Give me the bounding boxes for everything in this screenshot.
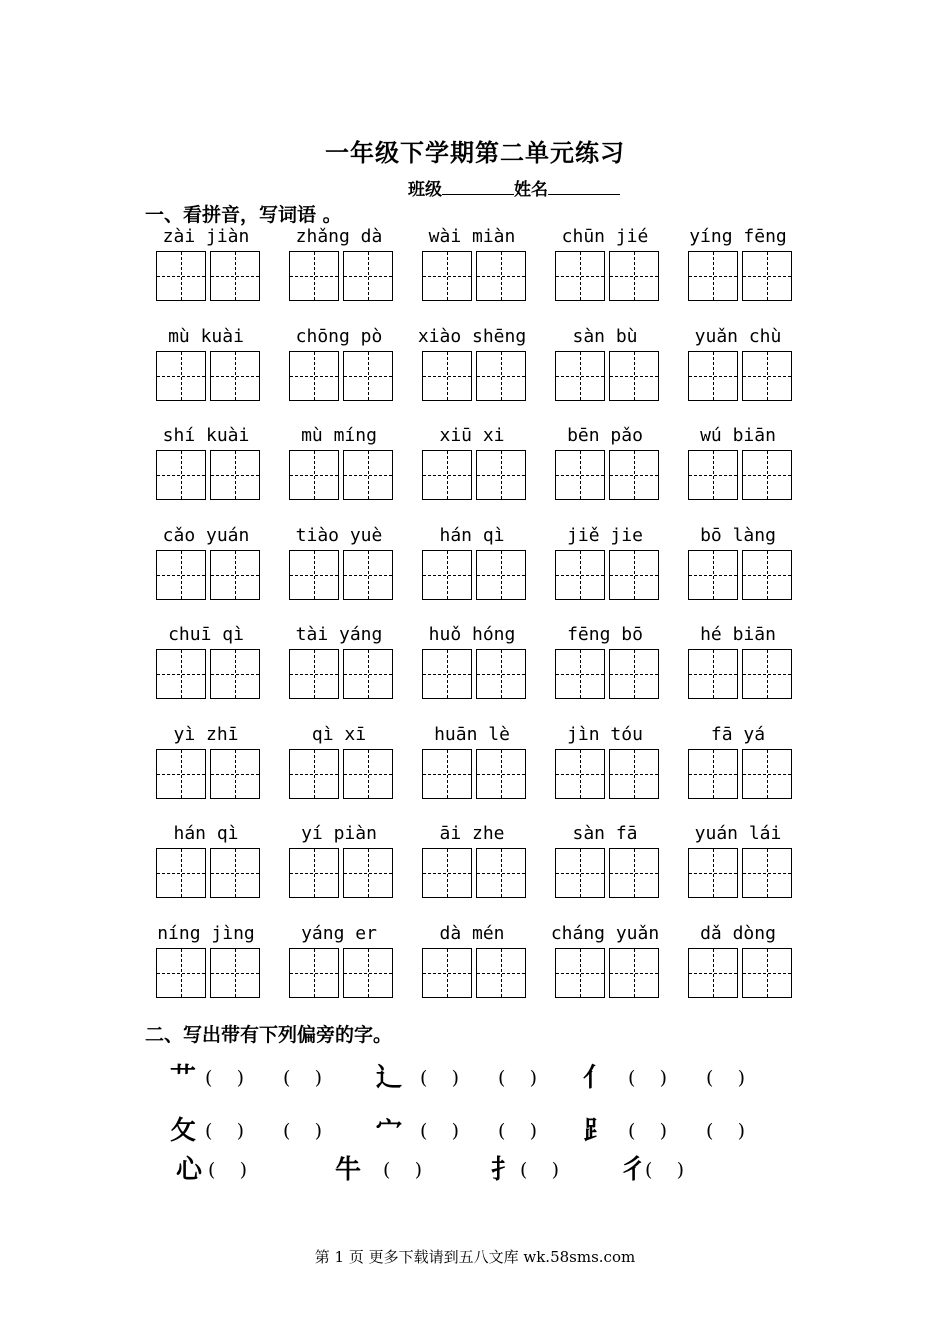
pinyin-label: tài yáng: [295, 624, 383, 645]
radical-row: [0, 1058, 950, 1098]
writing-box[interactable]: [609, 450, 659, 500]
word-item: [416, 622, 528, 702]
writing-box[interactable]: [609, 649, 659, 699]
answer-parentheses[interactable]: ( ): [205, 1120, 244, 1142]
writing-box[interactable]: [555, 450, 605, 500]
writing-box[interactable]: [555, 550, 605, 600]
pinyin-label: fēng bō: [567, 624, 643, 645]
word-item: [549, 821, 661, 901]
writing-box[interactable]: [476, 351, 526, 401]
radical-glyph: 扌: [491, 1155, 518, 1185]
writing-box[interactable]: [210, 649, 260, 699]
word-item: [150, 622, 262, 702]
word-item: [416, 821, 528, 901]
word-item: [416, 423, 528, 503]
writing-box[interactable]: [422, 848, 472, 898]
pinyin-label: jiě jie: [567, 524, 643, 546]
writing-box[interactable]: [555, 649, 605, 699]
writing-box[interactable]: [688, 550, 738, 600]
pinyin-label: wài miàn: [428, 226, 516, 247]
pinyin-label: āi zhe: [439, 823, 505, 844]
answer-parentheses[interactable]: ( ): [706, 1067, 745, 1089]
word-row: [150, 622, 810, 702]
student-info: [408, 175, 620, 200]
writing-box[interactable]: [210, 351, 260, 401]
writing-box[interactable]: [422, 450, 472, 500]
writing-box[interactable]: [289, 251, 339, 301]
writing-box[interactable]: [609, 251, 659, 301]
writing-box[interactable]: [476, 749, 526, 799]
pinyin-label: yì zhī: [173, 723, 239, 745]
answer-parentheses[interactable]: ( ): [628, 1067, 667, 1089]
writing-box[interactable]: [555, 251, 605, 301]
radical-glyph: 攵: [170, 1116, 197, 1146]
writing-box[interactable]: [422, 550, 472, 600]
word-item: [283, 324, 395, 404]
radical-glyph: 宀: [376, 1116, 403, 1146]
writing-box[interactable]: [156, 450, 206, 500]
answer-parentheses[interactable]: ( ): [205, 1067, 244, 1089]
word-item: [682, 921, 794, 1001]
pinyin-label: xiào shēng: [417, 325, 527, 347]
pinyin-label: sàn bù: [572, 325, 638, 347]
pinyin-label: yuán lái: [694, 823, 782, 844]
word-item: [283, 224, 395, 304]
writing-box[interactable]: [742, 749, 792, 799]
section1-heading: 一、看拼音，写词语 。: [145, 204, 342, 226]
writing-box[interactable]: [476, 948, 526, 998]
writing-box[interactable]: [156, 251, 206, 301]
pinyin-label: mù míng: [301, 425, 377, 446]
writing-box[interactable]: [422, 351, 472, 401]
word-item: [682, 821, 794, 901]
answer-parentheses[interactable]: ( ): [383, 1159, 422, 1181]
section2-heading: 二、写出带有下列偏旁的字。: [145, 1024, 393, 1046]
writing-box[interactable]: [555, 948, 605, 998]
writing-box[interactable]: [289, 351, 339, 401]
word-item: [416, 523, 528, 603]
writing-box[interactable]: [476, 450, 526, 500]
word-item: [549, 622, 661, 702]
pinyin-label: cǎo yuán: [162, 524, 250, 546]
writing-box[interactable]: [609, 848, 659, 898]
answer-parentheses[interactable]: ( ): [498, 1120, 537, 1142]
writing-box[interactable]: [289, 450, 339, 500]
writing-box[interactable]: [742, 948, 792, 998]
pinyin-label: sàn fā: [572, 823, 638, 844]
word-item: [283, 921, 395, 1001]
word-item: [549, 523, 661, 603]
pinyin-label: chūn jié: [561, 226, 649, 247]
writing-box[interactable]: [688, 948, 738, 998]
pinyin-label: wú biān: [700, 425, 776, 446]
word-row: [150, 224, 810, 304]
word-item: [682, 523, 794, 603]
answer-parentheses[interactable]: ( ): [628, 1120, 667, 1142]
writing-box[interactable]: [156, 649, 206, 699]
writing-box[interactable]: [156, 948, 206, 998]
word-item: [682, 224, 794, 304]
writing-box[interactable]: [688, 649, 738, 699]
writing-box[interactable]: [289, 848, 339, 898]
answer-parentheses[interactable]: ( ): [498, 1067, 537, 1089]
writing-box[interactable]: [555, 351, 605, 401]
pinyin-label: bēn pǎo: [567, 425, 643, 446]
pinyin-label: huān lè: [434, 723, 510, 745]
writing-box[interactable]: [422, 251, 472, 301]
answer-parentheses[interactable]: ( ): [706, 1120, 745, 1142]
radical-glyph: 彳: [620, 1155, 647, 1185]
writing-box[interactable]: [210, 550, 260, 600]
radical-glyph: 牛: [335, 1155, 362, 1185]
pinyin-label: cháng yuǎn: [550, 922, 660, 944]
pinyin-label: yuǎn chù: [694, 325, 782, 347]
word-item: [682, 423, 794, 503]
word-item: [283, 523, 395, 603]
page-footer: 第 1 页 更多下载请到五八文库 wk.58sms.com: [314, 1248, 636, 1266]
word-item: [549, 921, 661, 1001]
writing-box[interactable]: [289, 948, 339, 998]
page-title: 一年级下学期第二单元练习: [325, 139, 625, 167]
writing-box[interactable]: [343, 251, 393, 301]
pinyin-label: bō làng: [700, 524, 776, 546]
word-item: [150, 324, 262, 404]
pinyin-label: tiào yuè: [295, 524, 383, 546]
pinyin-label: chōng pò: [295, 325, 383, 347]
writing-box[interactable]: [289, 649, 339, 699]
writing-box[interactable]: [742, 848, 792, 898]
word-item: [150, 523, 262, 603]
word-row: [150, 423, 810, 503]
writing-box[interactable]: [688, 351, 738, 401]
writing-box[interactable]: [742, 251, 792, 301]
writing-box[interactable]: [555, 749, 605, 799]
writing-box[interactable]: [742, 450, 792, 500]
pinyin-label: chuī qì: [168, 624, 244, 645]
radical-glyph: 心: [176, 1155, 203, 1185]
name-label: 姓名: [514, 180, 548, 200]
word-item: [549, 722, 661, 802]
word-row: [150, 821, 810, 901]
writing-box[interactable]: [289, 749, 339, 799]
writing-box[interactable]: [742, 351, 792, 401]
word-item: [682, 324, 794, 404]
writing-box[interactable]: [343, 749, 393, 799]
pinyin-label: zài jiàn: [162, 226, 250, 247]
word-row: [150, 722, 810, 802]
writing-box[interactable]: [343, 550, 393, 600]
writing-box[interactable]: [688, 251, 738, 301]
writing-box[interactable]: [156, 550, 206, 600]
pinyin-label: níng jìng: [157, 922, 255, 944]
answer-parentheses[interactable]: ( ): [208, 1159, 247, 1181]
word-item: [283, 423, 395, 503]
word-item: [150, 423, 262, 503]
pinyin-label: yí piàn: [301, 823, 377, 844]
word-item: [549, 324, 661, 404]
writing-box[interactable]: [210, 948, 260, 998]
word-item: [150, 921, 262, 1001]
pinyin-label: hán qì: [439, 524, 505, 546]
writing-box[interactable]: [210, 450, 260, 500]
class-blank[interactable]: [442, 178, 514, 195]
pinyin-label: jìn tóu: [567, 723, 643, 745]
writing-box[interactable]: [609, 351, 659, 401]
writing-box[interactable]: [422, 649, 472, 699]
writing-box[interactable]: [688, 848, 738, 898]
writing-box[interactable]: [688, 450, 738, 500]
writing-box[interactable]: [210, 848, 260, 898]
writing-box[interactable]: [742, 649, 792, 699]
pinyin-label: fā yá: [710, 723, 766, 745]
writing-box[interactable]: [422, 948, 472, 998]
word-row: [150, 523, 810, 603]
writing-box[interactable]: [422, 749, 472, 799]
writing-box[interactable]: [555, 848, 605, 898]
writing-box[interactable]: [210, 749, 260, 799]
word-item: [549, 423, 661, 503]
pinyin-label: yáng er: [301, 922, 377, 944]
word-item: [416, 324, 528, 404]
word-item: [416, 224, 528, 304]
writing-box[interactable]: [742, 550, 792, 600]
writing-box[interactable]: [688, 749, 738, 799]
radical-glyph: ⻊: [583, 1116, 610, 1146]
radical-row: [0, 1111, 950, 1151]
pinyin-label: zhǎng dà: [295, 226, 383, 247]
writing-box[interactable]: [476, 251, 526, 301]
answer-parentheses[interactable]: ( ): [420, 1120, 459, 1142]
word-item: [416, 921, 528, 1001]
word-item: [549, 224, 661, 304]
name-blank[interactable]: [548, 178, 620, 195]
pinyin-label: mù kuài: [168, 325, 244, 347]
writing-box[interactable]: [609, 749, 659, 799]
answer-parentheses[interactable]: ( ): [420, 1067, 459, 1089]
writing-box[interactable]: [156, 749, 206, 799]
writing-box[interactable]: [343, 649, 393, 699]
answer-parentheses[interactable]: ( ): [645, 1159, 684, 1181]
writing-box[interactable]: [476, 848, 526, 898]
radical-glyph: 艹: [170, 1063, 197, 1093]
word-item: [283, 722, 395, 802]
pinyin-label: yíng fēng: [689, 226, 787, 247]
pinyin-label: dà mén: [439, 922, 505, 944]
writing-box[interactable]: [210, 251, 260, 301]
answer-parentheses[interactable]: ( ): [283, 1067, 322, 1089]
word-item: [283, 622, 395, 702]
writing-box[interactable]: [156, 351, 206, 401]
writing-box[interactable]: [343, 351, 393, 401]
word-item: [150, 722, 262, 802]
radical-glyph: 辶: [376, 1063, 403, 1093]
word-item: [682, 722, 794, 802]
class-label: 班级: [408, 180, 442, 200]
writing-box[interactable]: [156, 848, 206, 898]
pinyin-label: hé biān: [700, 624, 776, 645]
pinyin-label: dǎ dòng: [700, 922, 776, 944]
radical-glyph: 亻: [583, 1063, 610, 1093]
word-row: [150, 921, 810, 1001]
writing-box[interactable]: [289, 550, 339, 600]
pinyin-label: xiū xi: [439, 425, 505, 446]
pinyin-label: shí kuài: [162, 425, 250, 446]
pinyin-label: huǒ hóng: [428, 624, 516, 645]
word-row: [150, 324, 810, 404]
writing-box[interactable]: [343, 848, 393, 898]
writing-box[interactable]: [476, 550, 526, 600]
word-item: [416, 722, 528, 802]
writing-box[interactable]: [343, 948, 393, 998]
writing-box[interactable]: [609, 948, 659, 998]
radical-row: [0, 1150, 950, 1190]
writing-box[interactable]: [476, 649, 526, 699]
answer-parentheses[interactable]: ( ): [520, 1159, 559, 1181]
pinyin-label: hán qì: [173, 823, 239, 844]
word-item: [682, 622, 794, 702]
writing-box[interactable]: [609, 550, 659, 600]
word-item: [283, 821, 395, 901]
answer-parentheses[interactable]: ( ): [283, 1120, 322, 1142]
word-item: [150, 224, 262, 304]
pinyin-label: qì xī: [311, 723, 367, 745]
word-item: [150, 821, 262, 901]
writing-box[interactable]: [343, 450, 393, 500]
